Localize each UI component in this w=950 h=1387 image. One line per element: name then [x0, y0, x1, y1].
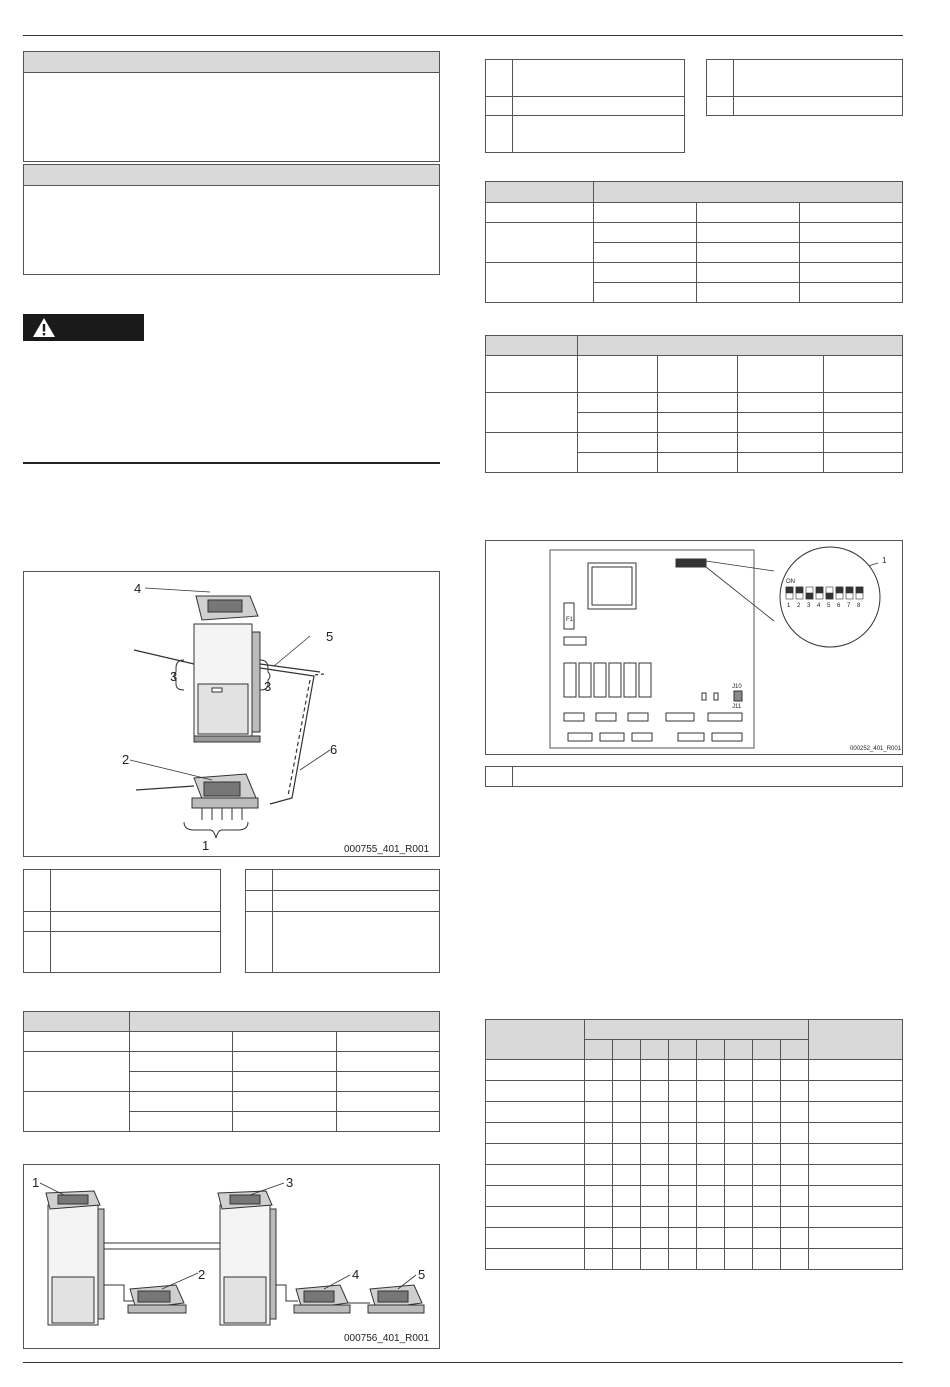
brace-1 [184, 822, 248, 838]
callout-1: 1 [202, 838, 210, 853]
warning-badge [23, 314, 144, 341]
figure-3-drawing [486, 541, 902, 754]
fig2-callout-2: 2 [198, 1267, 206, 1282]
callout-5: 5 [326, 629, 334, 644]
callout-3-left: 3 [170, 669, 178, 684]
fig2-callout-4: 4 [352, 1267, 360, 1282]
dip-number-8: 8 [857, 603, 861, 609]
callout-3-right: 3 [264, 679, 272, 694]
sensor-unit-5 [368, 1285, 424, 1313]
figure-2-code: 000756_401_R001 [344, 1333, 430, 1344]
note-box-2-header [24, 165, 439, 186]
dip-number-5: 5 [827, 603, 831, 609]
warning-triangle-icon [32, 317, 56, 338]
fig3-callout-1: 1 [882, 556, 887, 565]
data-table-right-2 [485, 335, 903, 473]
legend-table-figure-3 [485, 766, 903, 787]
callout-6: 6 [330, 742, 338, 757]
callout-2: 2 [122, 752, 130, 767]
small-connector [564, 637, 586, 645]
sensor-unit-2 [128, 1285, 186, 1313]
dip-number-4: 4 [817, 603, 821, 609]
transformer [588, 563, 636, 609]
legend-table-right [245, 869, 440, 973]
footer-rule [23, 1362, 903, 1363]
fuse-label: F1 [566, 617, 574, 623]
controller-unit-1 [46, 1191, 104, 1325]
dip-on-label: ON [786, 579, 795, 585]
jumper-label-j11: J11 [732, 704, 742, 710]
dip-switch-on-board [676, 559, 706, 567]
sensor-unit-lower [192, 774, 258, 820]
figure-1-code: 000755_401_R001 [344, 844, 430, 855]
dip-number-6: 6 [837, 603, 841, 609]
figure-3 [485, 540, 903, 755]
header-rule [23, 35, 903, 36]
controller-unit-3 [218, 1191, 276, 1325]
section-rule [23, 462, 440, 464]
figure-2-drawing [24, 1165, 439, 1348]
note-box-1-header [24, 52, 439, 73]
fig2-callout-5: 5 [418, 1267, 426, 1282]
legend-table-left [23, 869, 221, 973]
figure-2 [23, 1164, 440, 1349]
dip-number-3: 3 [807, 603, 811, 609]
controller-unit-upper [194, 596, 260, 742]
jumper-label-j10: J10 [732, 684, 742, 690]
dip-settings-table [485, 1019, 903, 1270]
sensor-unit-4 [294, 1285, 350, 1313]
dip-number-1: 1 [787, 603, 791, 609]
figure-1-drawing [24, 572, 439, 856]
cable-lower [136, 786, 194, 790]
data-table-left [23, 1011, 440, 1132]
fuse-f1 [564, 603, 574, 629]
data-table-right-1 [485, 181, 903, 303]
fig2-callout-1: 1 [32, 1175, 40, 1190]
fig2-callout-3: 3 [286, 1175, 294, 1190]
legend-table-top-right [706, 59, 903, 116]
dip-number-7: 7 [847, 603, 851, 609]
figure-1 [23, 571, 440, 857]
legend-table-top-left [485, 59, 685, 153]
figure-3-code: 000252_401_R001 [850, 746, 902, 752]
dip-number-2: 2 [797, 603, 801, 609]
note-box-1 [23, 51, 440, 162]
note-box-2 [23, 164, 440, 275]
callout-4: 4 [134, 581, 142, 596]
